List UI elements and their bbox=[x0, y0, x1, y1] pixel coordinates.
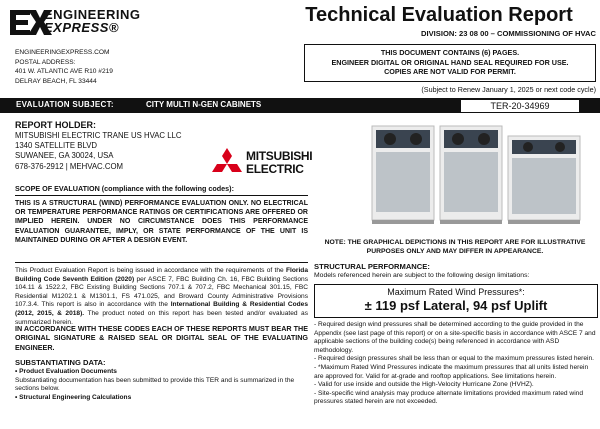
holder-line: 678-376-2912 | MEHVAC.COM bbox=[15, 161, 124, 171]
para-text: per ASCE 7, FBC Building Ch. 16, FBC Building Sections 104.11 & 1522.2, FBC Existing Building Sections 707.1 & 707.2, FBC Mechanical 301.15, FBC Residential M1202.1 & M1301.1, FS 471.025, and Broward County Administrative Provisions 107.3.4. This report is also in accordance with the bbox=[15, 275, 308, 309]
notice-line: THIS DOCUMENT CONTAINS (6) PAGES. bbox=[380, 48, 520, 57]
para-text: The product noted on this report has been tested and/or evaluated as summarized herein. bbox=[15, 309, 308, 326]
holder-line: 1340 SATELLITE BLVD bbox=[15, 141, 98, 151]
list-item: - Required design wind pressures shall be determined according to the guide provided in the Appendix (see last page of this report) or on a site-specific basis in accordance with ASCE 7 and applicable sections of the building code(s) being referenced in accordance with ASD methodology. bbox=[314, 321, 596, 354]
substantiating-heading: SUBSTANTIATING DATA: bbox=[15, 358, 106, 367]
holder-line: SUWANEE, GA 30024, USA bbox=[15, 151, 114, 161]
logo-line-2: ELECTRIC bbox=[246, 162, 304, 176]
structural-intro: Models referenced herein are subject to the following design limitations: bbox=[314, 272, 530, 279]
photo-note: NOTE: THE GRAPHICAL DEPICTIONS IN THIS REPORT ARE FOR ILLUSTRATIVE PURPOSES ONLY AND MAY DIFFER IN APPEARANCE. bbox=[324, 239, 586, 255]
limitations-list bbox=[314, 321, 598, 407]
document-title: Technical Evaluation Report bbox=[305, 4, 573, 26]
brand-name bbox=[44, 8, 141, 34]
renewal-note: (Subject to Renew January 1, 2025 or next code cycle) bbox=[421, 85, 596, 94]
subject-value: CITY MULTI N-GEN CABINETS bbox=[146, 100, 262, 109]
division-label: DIVISION: 23 08 00 – COMMISSIONING OF HVAC bbox=[421, 29, 596, 38]
brand-line-2: EXPRESS® bbox=[44, 20, 119, 35]
notice-line: ENGINEER DIGITAL OR ORIGINAL HAND SEAL REQUIRED FOR USE. bbox=[331, 57, 569, 67]
subst-item: • Product Evaluation Documents bbox=[15, 368, 117, 375]
list-item: - Required design pressures shall be less than or equal to the maximum pressures listed herein. bbox=[314, 355, 595, 363]
wind-pressure-box bbox=[314, 284, 598, 318]
report-holder-info bbox=[15, 131, 182, 172]
brand-line-1: ENGINEERING bbox=[44, 7, 141, 22]
evaluation-paragraph bbox=[15, 267, 308, 327]
company-address bbox=[15, 48, 113, 86]
city-address: DELRAY BEACH, FL 33444 bbox=[15, 77, 97, 85]
list-item: - Valid for use inside and outside the High-Velocity Hurricane Zone (HVHZ). bbox=[314, 381, 534, 389]
notice-box bbox=[304, 44, 596, 82]
ter-number: TER-20-34969 bbox=[460, 99, 580, 113]
subst-text: Substantiating documentation has been submitted to provide this TER and is summarized in the sections below. bbox=[15, 376, 295, 393]
logo-line-1: MITSUBISHI bbox=[246, 149, 313, 163]
three-diamonds-icon bbox=[210, 148, 244, 180]
accordance-statement: IN ACCORDANCE WITH THESE CODES EACH OF THESE REPORTS MUST BEAR THE ORIGINAL SIGNATURE & RAISED SEAL OR DIGITAL SEAL OF THE EVALUATING ENGINEER. bbox=[15, 324, 308, 352]
para-bold: Florida Building Code Seventh Edition (2020) bbox=[15, 267, 308, 283]
street-address: 401 W. ATLANTIC AVE R10 #219 bbox=[15, 68, 113, 76]
scope-box: THIS IS A STRUCTURAL (WIND) PERFORMANCE EVALUATION ONLY. NO ELECTRICAL OR TEMPERATURE PERFORMANCE RATINGS OR CERTIFICATIONS ARE OFFERED OR IMPLIED HEREIN. UNDER NO CIRCUMSTANCE DOES THIS PERFORMANCE EVALUATION GUARANTEE, IMPLY, OR STATE PERFORMANCE OF THE UNIT IS MAINTAINED DURING OR AFTER A DESIGN EVENT. bbox=[15, 195, 308, 263]
postal-label: POSTAL ADDRESS: bbox=[15, 58, 76, 66]
mitsubishi-logo bbox=[210, 140, 313, 186]
structural-heading: STRUCTURAL PERFORMANCE: bbox=[314, 262, 430, 271]
subst-item: • Structural Engineering Calculations bbox=[15, 393, 132, 401]
subject-label: EVALUATION SUBJECT: bbox=[16, 100, 114, 109]
wind-label: Maximum Rated Wind Pressures*: bbox=[387, 287, 525, 297]
holder-line: MITSUBISHI ELECTRIC TRANE US HVAC LLC bbox=[15, 131, 182, 140]
para-text: This Product Evaluation Report is being issued in accordance with the requirements of the bbox=[15, 267, 287, 274]
product-photo bbox=[370, 122, 584, 228]
scope-heading: SCOPE OF EVALUATION (compliance with the following codes): bbox=[15, 184, 234, 193]
list-item: - Site-specific wind analysis may produce alternate limitations provided maximum rated wind pressures stated herein are not exceeded. bbox=[314, 389, 583, 406]
list-item: - *Maximum Rated Wind Pressures indicate the maximum pressures that all units listed herein are approved for. Valid for at-grade and rooftop applications. See limitations herein. bbox=[314, 363, 589, 380]
notice-line: COPIES ARE NOT VALID FOR PERMIT. bbox=[384, 67, 516, 77]
website-link[interactable]: ENGINEERINGEXPRESS.COM bbox=[15, 49, 110, 56]
report-holder-label: REPORT HOLDER: bbox=[15, 120, 96, 130]
substantiating-list bbox=[15, 368, 308, 402]
wind-value: ± 119 psf Lateral, 94 psf Uplift bbox=[364, 298, 548, 313]
para-bold: International Building & Residential Codes (2012, 2015, & 2018). bbox=[15, 301, 308, 317]
